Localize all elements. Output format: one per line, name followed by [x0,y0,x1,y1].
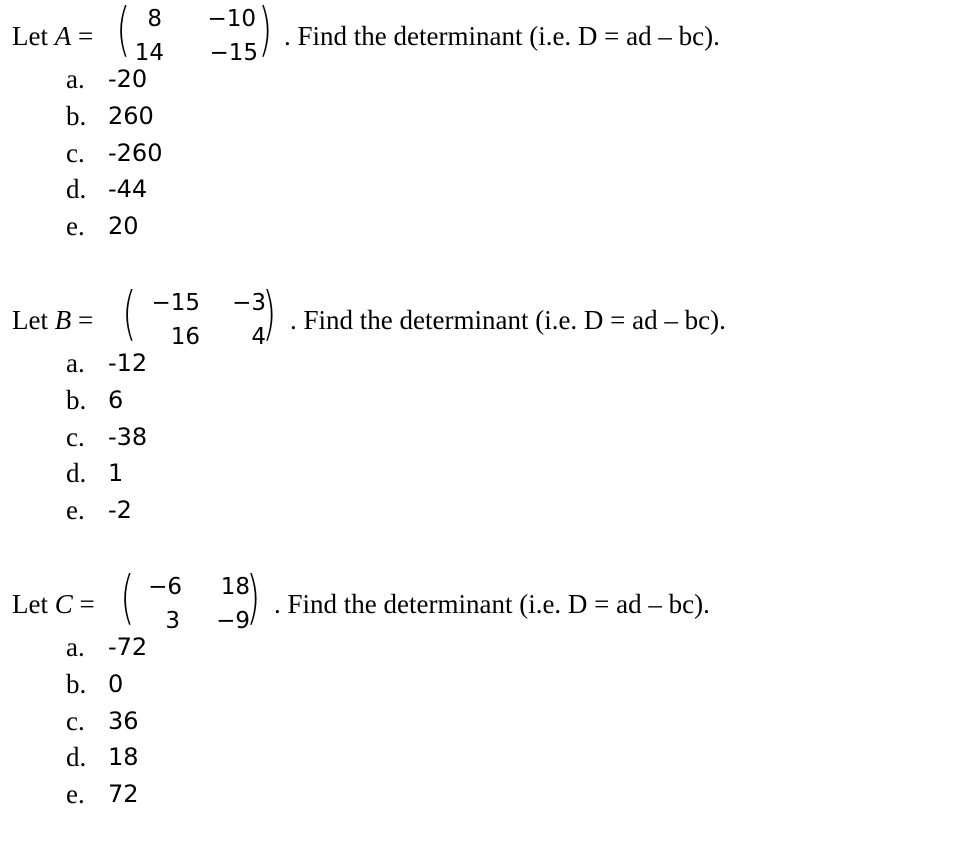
left-paren: ( [116,0,131,63]
answer-option-b[interactable]: b. 6 [66,384,124,415]
right-paren: ) [262,279,277,347]
question-prompt: . Find the determinant (i.e. D = ad – bc). [290,305,726,335]
answer-option-d[interactable]: d. 1 [66,458,124,489]
equals-sign: = [79,589,95,619]
matrix-cell-b: −10 [207,6,256,32]
matrix-cell-b: −3 [232,290,266,316]
matrix-cell-d: −9 [216,608,250,634]
answer-option-a[interactable]: a. -20 [66,64,148,94]
answer-option-e[interactable]: e. 20 [66,211,139,242]
let-statement [12,305,93,335]
matrix-cell-c: 16 [170,324,200,350]
equals-sign: = [77,305,94,335]
matrix-variable: C [54,589,73,619]
matrix-cell-a: 8 [147,6,162,32]
answer-option-c[interactable]: c. 36 [66,705,139,736]
matrix-variable: A [54,21,72,51]
equals-sign: = [77,21,94,51]
matrix-variable: B [54,305,72,335]
answer-option-e[interactable]: e. -2 [66,495,132,526]
matrix-cell-a: −15 [151,290,200,316]
question-b [0,279,962,539]
let-statement [12,21,93,51]
question-prompt: . Find the determinant (i.e. D = ad – bc). [284,21,720,51]
matrix [106,0,306,66]
answer-options [66,345,147,529]
question-a [0,0,962,255]
right-paren: ) [246,563,261,631]
answer-option-c[interactable]: c. -260 [66,137,163,168]
answer-options [66,629,147,813]
let-statement [12,589,95,619]
answer-option-d[interactable]: d. 18 [66,742,139,773]
right-paren: ) [258,0,273,63]
answer-option-a[interactable]: a. -12 [66,348,148,378]
answer-option-d[interactable]: d. -44 [66,174,148,205]
let-word: Let [12,589,48,619]
answer-option-a[interactable]: a. -72 [66,632,148,662]
question-prompt: . Find the determinant (i.e. D = ad – bc). [274,589,710,619]
let-word: Let [12,21,48,51]
matrix-cell-b: 18 [220,574,250,600]
left-paren: ( [122,279,137,347]
question-c [0,563,962,823]
answer-options [66,61,162,245]
matrix-cell-a: −6 [148,574,182,600]
matrix-cell-d: 4 [251,324,266,350]
matrix [112,279,312,350]
answer-option-e[interactable]: e. 72 [66,779,139,810]
answer-option-b[interactable]: b. 260 [66,100,154,131]
matrix-cell-c: 14 [134,40,164,66]
matrix-cell-c: 3 [165,608,180,634]
let-word: Let [12,305,48,335]
answer-option-c[interactable]: c. -38 [66,421,148,452]
answer-option-b[interactable]: b. 0 [66,668,124,699]
matrix-cell-d: −15 [209,40,258,66]
left-paren: ( [120,563,135,631]
